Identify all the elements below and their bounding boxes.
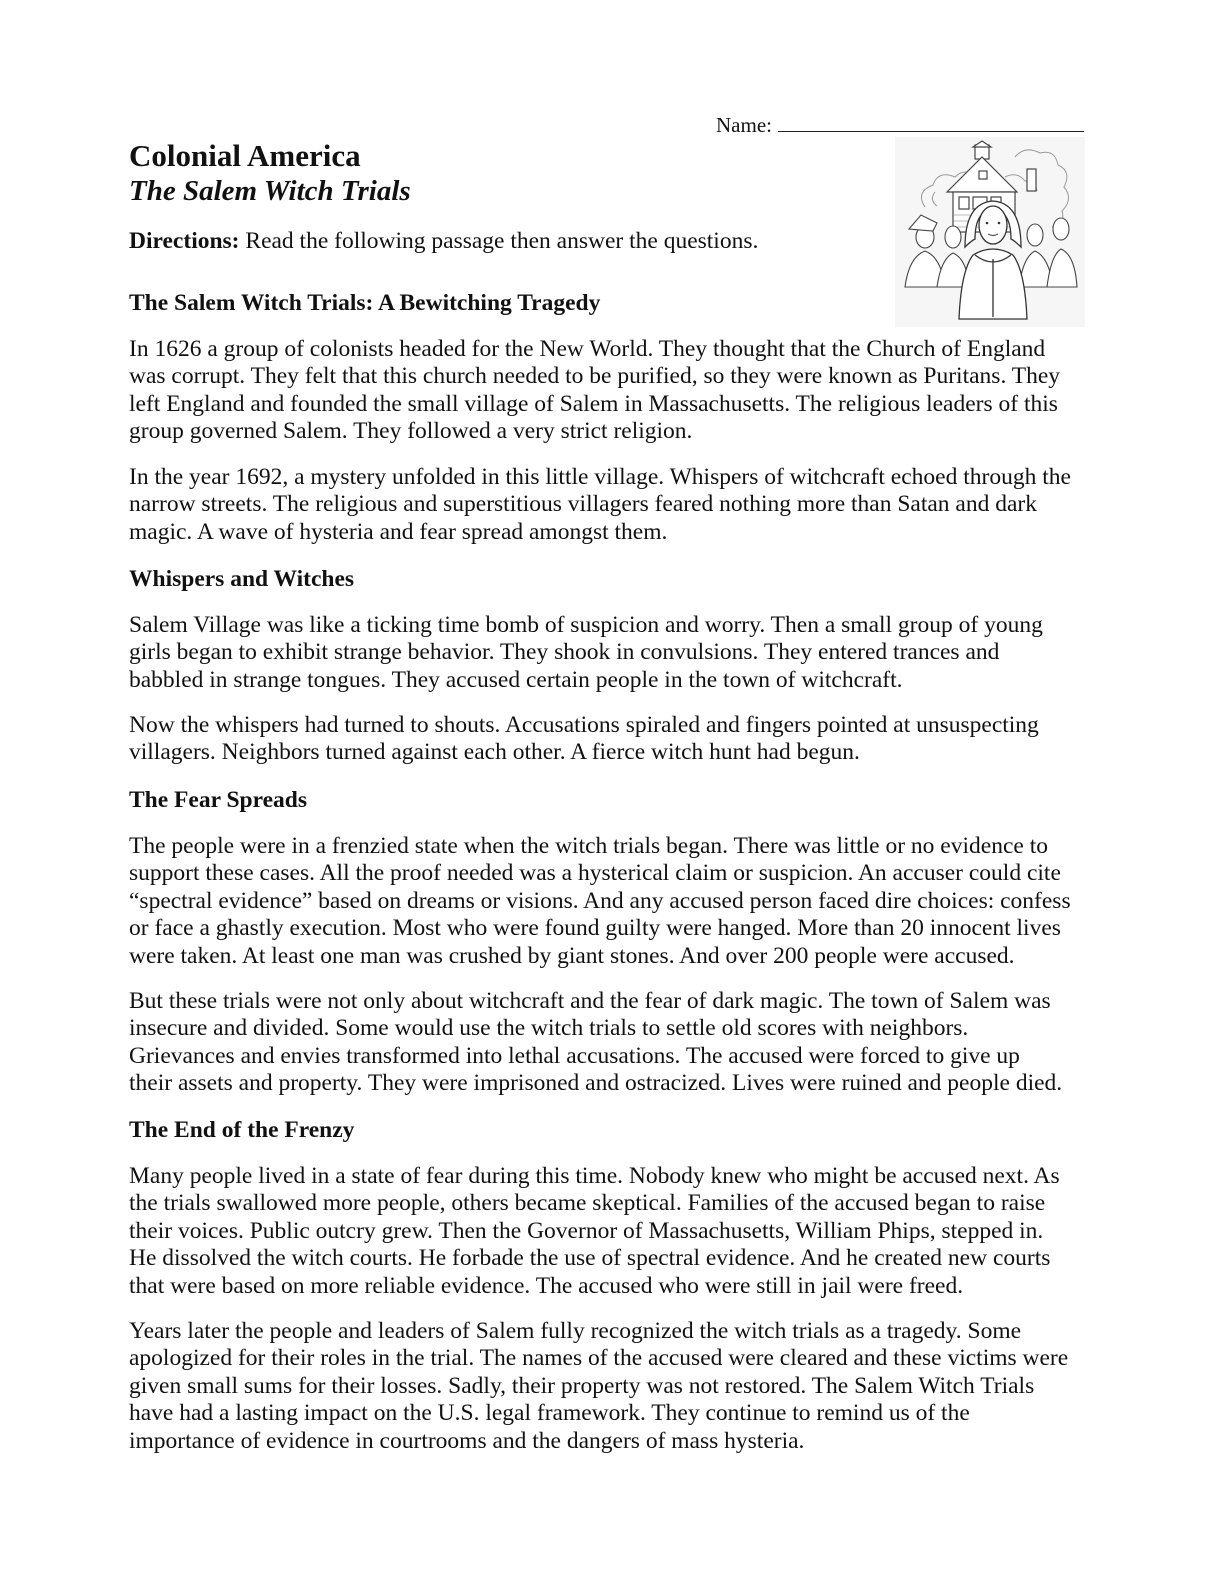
text-line: importance of evidence in courtrooms and the dangers of mass hysteria. (129, 1427, 805, 1454)
name-field[interactable] (716, 113, 1084, 138)
paragraph-strange-behavior (129, 612, 1109, 694)
text-line: that were based on more reliable evidence. The accused who were still in jail were freed. (129, 1272, 964, 1299)
text-line: The people were in a frenzied state when the witch trials began. There was little or no evidence to (129, 833, 1048, 859)
section-heading-bewitching-tragedy: The Salem Witch Trials: A Bewitching Tragedy (129, 290, 601, 316)
worksheet-subtitle: The Salem Witch Trials (129, 175, 411, 207)
text-line: insecure and divided. Some would use the witch trials to settle old scores with neighbors. (129, 1015, 969, 1042)
text-line: He dissolved the witch courts. He forbade the use of spectral evidence. And he created new courts (129, 1245, 1051, 1272)
text-line: narrow streets. The religious and superstitious villagers feared nothing more than Satan and dark (129, 491, 1037, 518)
worksheet-title: Colonial America (129, 138, 361, 173)
section-heading-whispers-and-witches: Whispers and Witches (129, 566, 355, 592)
paragraph-1692-mystery (129, 464, 1109, 546)
paragraph-frenzied-trials (129, 833, 1109, 970)
text-line: were taken. At least one man was crushed by giant stones. And over 200 people were accused. (129, 942, 1015, 969)
directions-text: Read the following passage then answer the questions. (239, 228, 759, 254)
text-line: their voices. Public outcry grew. Then the Governor of Massachusetts, William Phips, stepped in. (129, 1217, 1044, 1244)
text-line: Grievances and envies transformed into lethal accusations. The accused were forced to give up (129, 1042, 1020, 1069)
paragraph-years-later (129, 1318, 1109, 1455)
text-line: was corrupt. They felt that this church needed to be purified, so they were known as Puritans. They (129, 363, 1061, 390)
paragraph-puritans (129, 336, 1109, 446)
name-blank-line[interactable] (778, 113, 1084, 132)
paragraph-witch-hunt (129, 712, 1109, 767)
section-heading-fear-spreads: The Fear Spreads (129, 787, 308, 813)
text-line: group governed Salem. They followed a very strict religion. (129, 418, 693, 445)
text-line: have had a lasting impact on the U.S. legal framework. They continue to remind us of the (129, 1400, 970, 1427)
text-line: Many people lived in a state of fear during this time. Nobody knew who might be accused next. As (129, 1163, 1060, 1189)
text-line: Years later the people and leaders of Salem fully recognized the witch trials as a tragedy. Some (129, 1318, 1022, 1344)
text-line: left England and founded the small village of Salem in Massachusetts. The religious leaders of this (129, 390, 1058, 417)
text-line: But these trials were not only about witchcraft and the fear of dark magic. The town of Salem was (129, 988, 1051, 1014)
text-line: villagers. Neighbors turned against each other. A fierce witch hunt had begun. (129, 739, 860, 766)
directions-label: Directions: (129, 228, 240, 254)
text-line: girls began to exhibit strange behavior. They shook in convulsions. They entered trances and (129, 639, 1000, 666)
text-line: Salem Village was like a ticking time bomb of suspicion and worry. Then a small group of young (129, 612, 1043, 638)
text-line: support these cases. All the proof needed was a hysterical claim or suspicion. An accuser could cite (129, 860, 1061, 887)
text-line: given small sums for their losses. Sadly, their property was not restored. The Salem Witch Trials (129, 1372, 1035, 1399)
text-line: apologized for their roles in the trial. The names of the accused were cleared and these victims were (129, 1345, 1069, 1372)
text-line: or face a ghastly execution. Most who were found guilty were hanged. More than 20 innocent lives (129, 915, 1061, 942)
section-heading-end-of-frenzy: The End of the Frenzy (129, 1117, 355, 1143)
text-line: “spectral evidence” based on dreams or visions. And any accused person faced dire choices: confess (129, 887, 1071, 914)
paragraph-old-scores (129, 988, 1109, 1098)
paragraph-governor-phips (129, 1163, 1109, 1300)
directions (129, 226, 758, 256)
text-line: In 1626 a group of colonists headed for the New World. They thought that the Church of England (129, 336, 1046, 362)
text-line: In the year 1692, a mystery unfolded in this little village. Whispers of witchcraft echoed through the (129, 464, 1071, 490)
name-label: Name: (716, 113, 772, 137)
illustration-puritan-woman-icon (895, 137, 1085, 327)
text-line: magic. A wave of hysteria and fear spread amongst them. (129, 518, 668, 545)
text-line: Now the whispers had turned to shouts. Accusations spiraled and fingers pointed at unsuspecting (129, 712, 1039, 738)
text-line: babbled in strange tongues. They accused certain people in the town of witchcraft. (129, 666, 903, 693)
text-line: the trials swallowed more people, others became skeptical. Families of the accused began to raise (129, 1190, 1046, 1217)
text-line: their assets and property. They were imprisoned and ostracized. Lives were ruined and people died. (129, 1070, 1063, 1097)
